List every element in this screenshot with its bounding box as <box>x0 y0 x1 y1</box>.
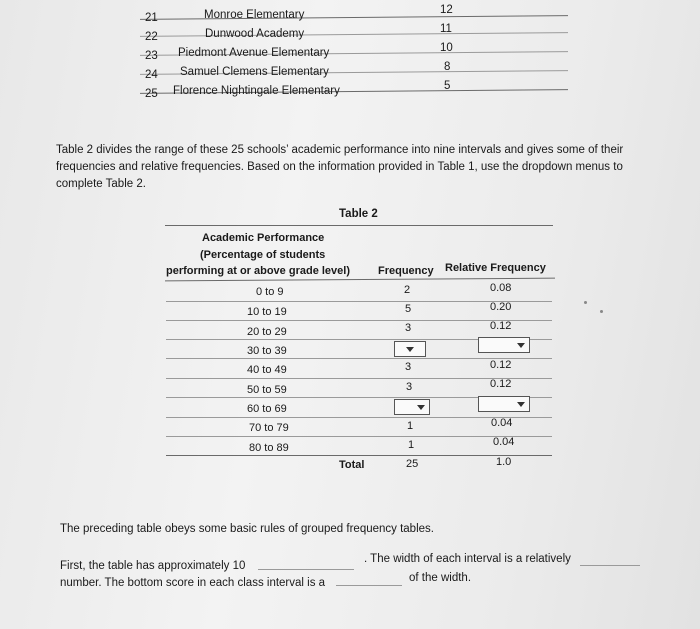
table1-row-number: 24 <box>145 69 158 81</box>
chevron-down-icon <box>517 343 525 348</box>
frequency-dropdown-30-39[interactable] <box>394 341 426 357</box>
chevron-down-icon <box>517 402 525 407</box>
interval-label: 10 to 19 <box>247 306 287 318</box>
decorative-dot <box>584 301 587 304</box>
table2-top-rule <box>165 225 553 226</box>
frequency-value: 1 <box>407 420 414 432</box>
table2-header-line1: Academic Performance <box>202 232 325 244</box>
width-type-blank[interactable] <box>580 565 640 566</box>
interval-label: 40 to 49 <box>247 364 287 376</box>
relative-frequency-value: 0.12 <box>490 359 512 371</box>
table1-school-name: Florence Nightingale Elementary <box>173 85 340 97</box>
frequency-value: 1 <box>408 439 415 451</box>
relative-frequency-value: 0.12 <box>490 378 512 390</box>
table2-col-relative: Relative Frequency <box>445 262 546 274</box>
table2-header-line3: performing at or above grade level) <box>166 265 350 277</box>
relative-frequency-value: 0.20 <box>490 301 512 313</box>
interval-label: 50 to 59 <box>247 384 287 396</box>
interval-label: 80 to 89 <box>249 442 289 454</box>
relative-frequency-dropdown-30-39[interactable] <box>478 337 530 353</box>
relative-frequency-value: 0.08 <box>490 282 512 294</box>
interval-label: 30 to 39 <box>247 345 287 357</box>
table1-row-number: 25 <box>145 88 158 100</box>
table1-row-number: 21 <box>145 12 158 24</box>
total-frequency: 25 <box>406 458 419 470</box>
table2-total-rule <box>166 455 552 456</box>
table1-school-name: Samuel Clemens Elementary <box>180 66 329 78</box>
table1-school-name: Monroe Elementary <box>204 9 305 21</box>
interval-label: 20 to 29 <box>247 326 287 338</box>
question1-part2: . The width of each interval is a relatively <box>364 553 571 565</box>
table2-title: Table 2 <box>339 208 378 220</box>
table2-col-frequency: Frequency <box>378 265 434 277</box>
rules-text: The preceding table obeys some basic rules of grouped frequency tables. <box>60 523 434 535</box>
question2-part2: of the width. <box>409 572 472 584</box>
table1-school-value: 11 <box>440 23 452 35</box>
question1-part1: First, the table has approximately 10 <box>60 560 246 572</box>
table1-school-value: 5 <box>444 80 451 92</box>
bottom-score-blank[interactable] <box>336 585 402 586</box>
intervals-blank[interactable] <box>258 569 354 570</box>
relative-frequency-value: 0.12 <box>490 320 512 332</box>
relative-frequency-dropdown-60-69[interactable] <box>478 396 530 412</box>
chevron-down-icon <box>406 347 414 352</box>
total-relative-frequency: 1.0 <box>496 456 512 468</box>
table1-row-number: 22 <box>145 31 158 43</box>
intro-paragraph: Table 2 divides the range of these 25 schools’ academic performance into nine intervals and gives some of their frequencies and relative frequencies. Based on the information provided in Table 1, use the dropdown menus to complete Table 2. <box>56 144 624 190</box>
frequency-value: 3 <box>405 361 412 373</box>
table1-school-value: 12 <box>440 4 453 16</box>
table2-header-line2: (Percentage of students <box>200 249 326 261</box>
table1-school-value: 10 <box>440 42 453 54</box>
frequency-value: 2 <box>404 284 411 296</box>
decorative-dot <box>600 310 603 313</box>
total-label: Total <box>339 459 365 471</box>
relative-frequency-value: 0.04 <box>493 436 515 448</box>
table1-row-number: 23 <box>145 50 158 62</box>
frequency-value: 3 <box>406 381 413 393</box>
interval-label: 70 to 79 <box>249 422 289 434</box>
table1-school-name: Piedmont Avenue Elementary <box>178 47 330 59</box>
frequency-value: 5 <box>405 303 412 315</box>
relative-frequency-value: 0.04 <box>491 417 513 429</box>
interval-label: 60 to 69 <box>247 403 287 415</box>
frequency-dropdown-60-69[interactable] <box>394 399 430 415</box>
table1-school-name: Dunwood Academy <box>205 28 305 40</box>
interval-label: 0 to 9 <box>256 286 284 298</box>
table1-school-value: 8 <box>444 61 451 73</box>
chevron-down-icon <box>417 405 425 410</box>
question2-part1: number. The bottom score in each class interval is a <box>60 577 326 589</box>
frequency-value: 3 <box>405 322 412 334</box>
